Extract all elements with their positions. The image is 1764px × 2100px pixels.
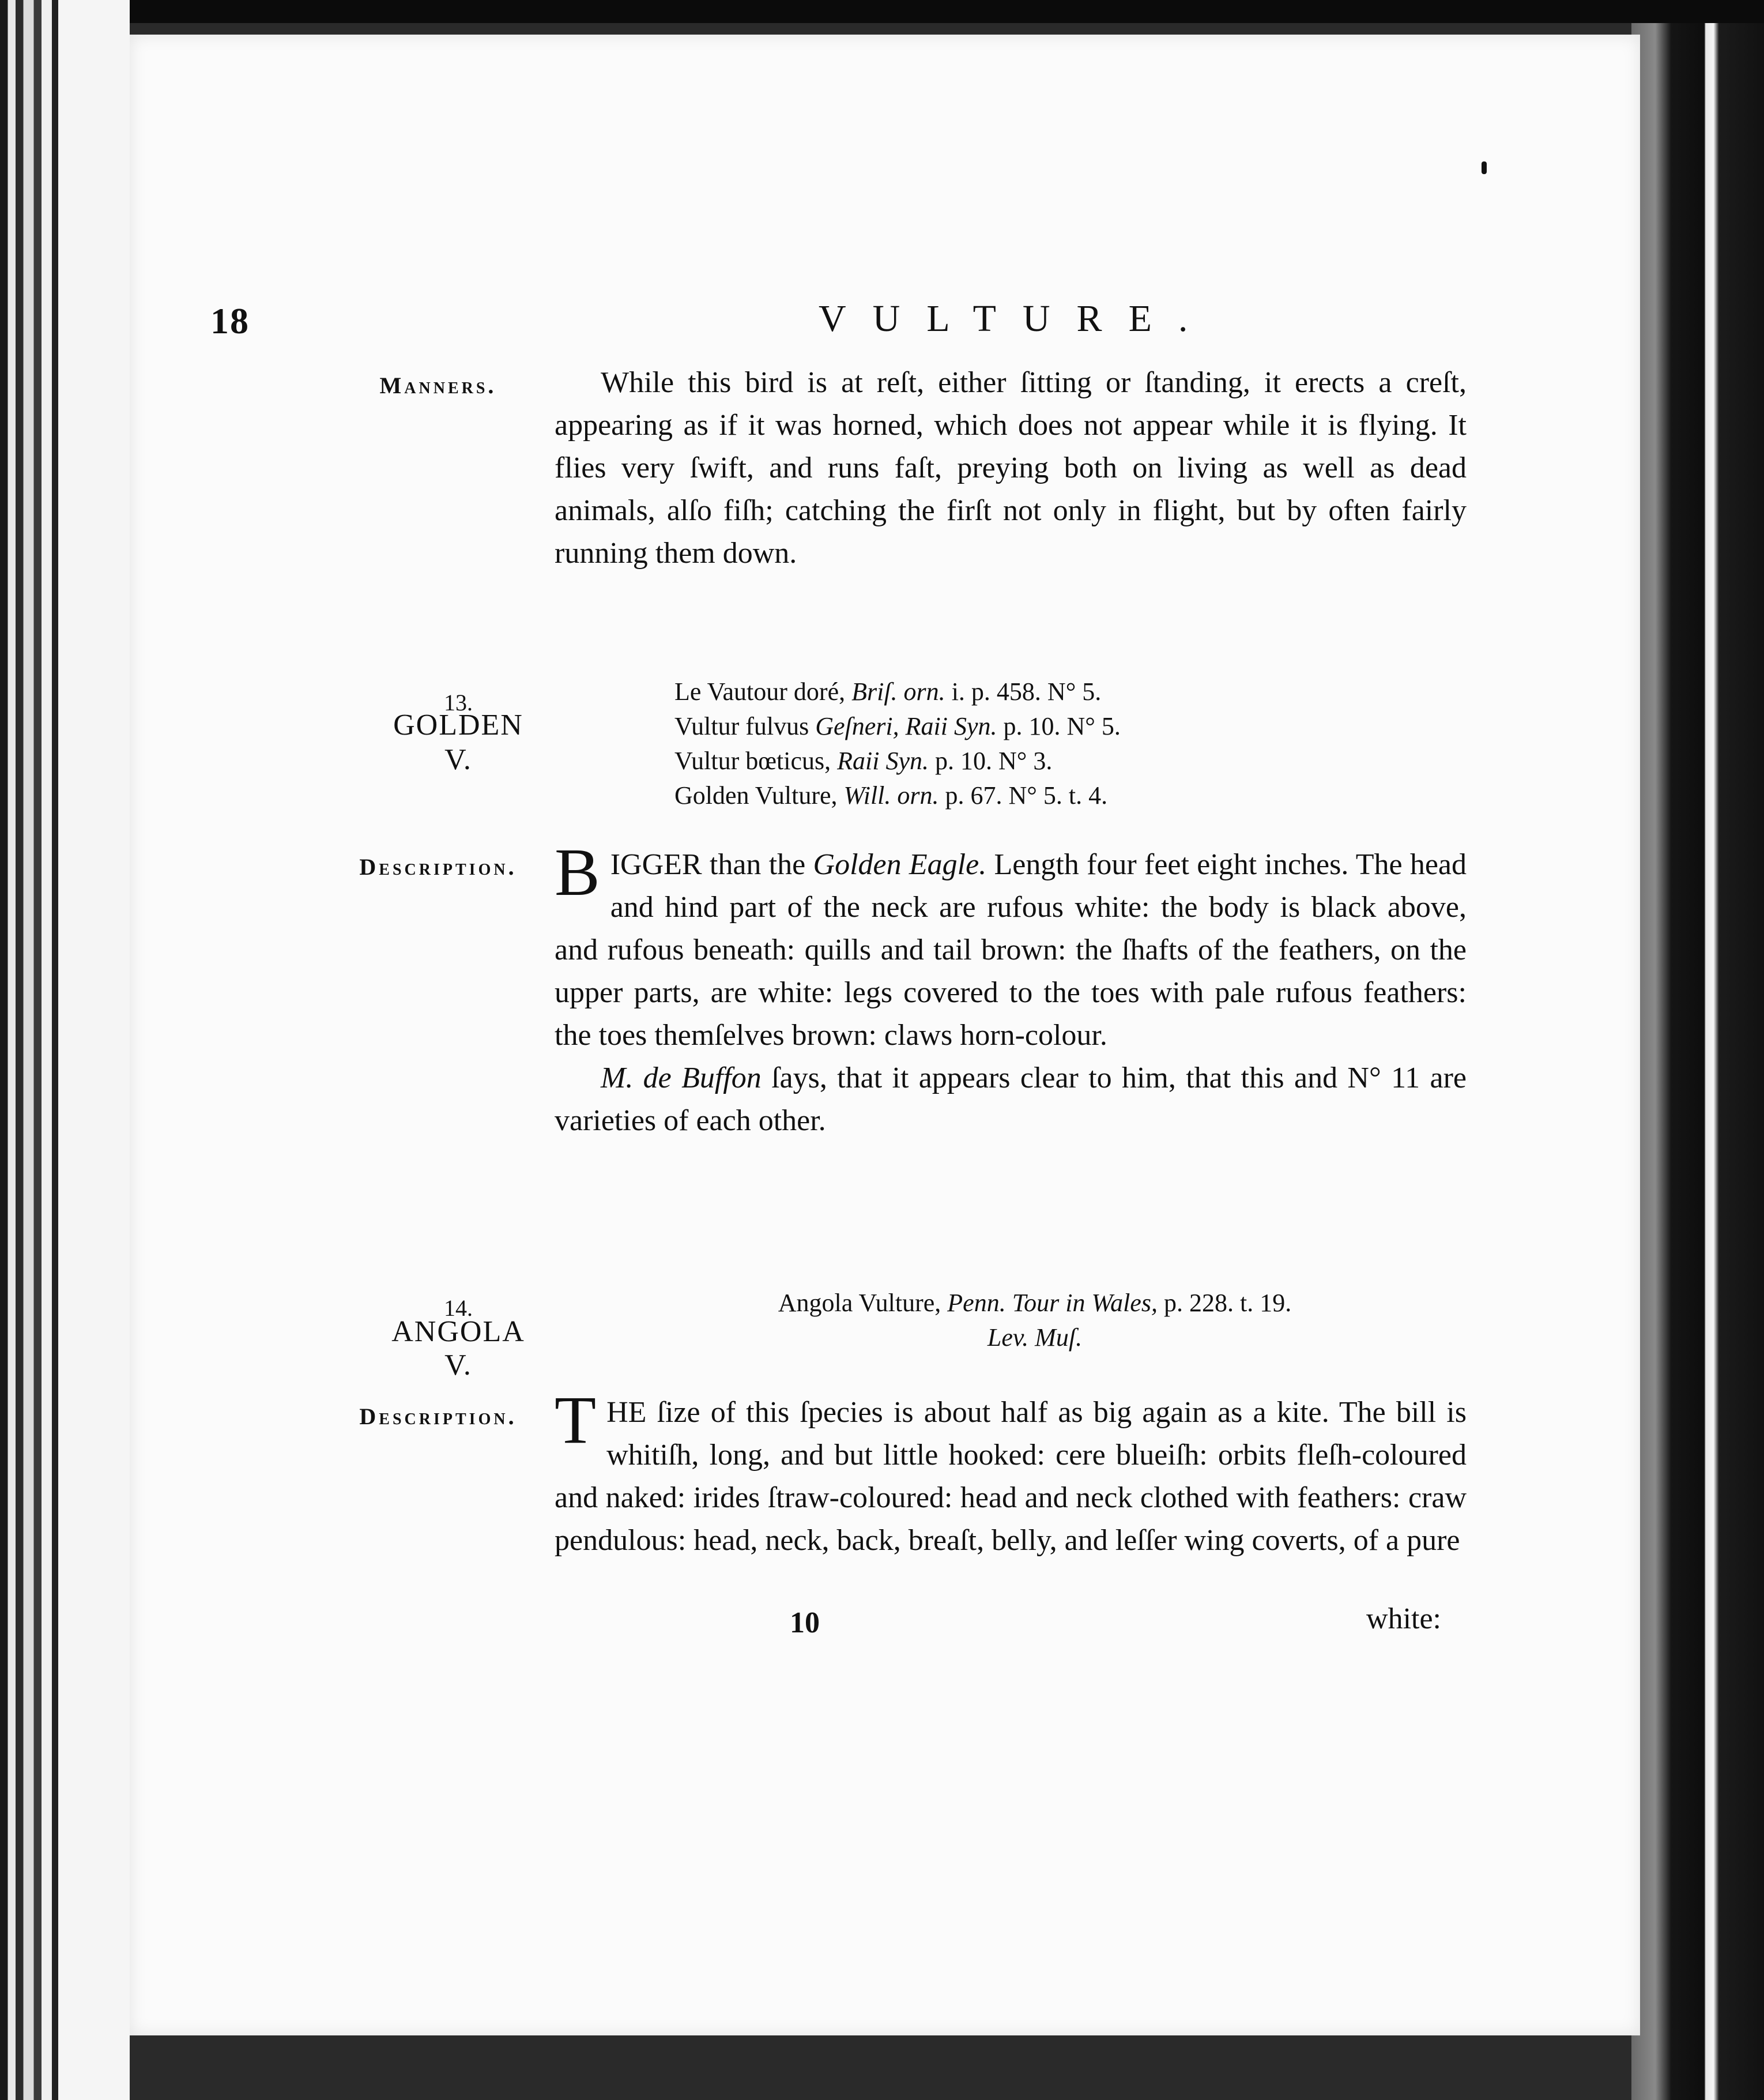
golden-paragraph-1: BIGGER than the Golden Eagle. Length four feet eight inches. The head and hind part of the neck are rufous white: the body is black above, and rufous beneath: quills and tail brown: the ſhafts of the feathers, on the upper parts, are white: legs covered to the toes with pale rufous feathers: the toes themſelves brown: claws horn-colour. [555, 834, 1467, 1052]
synonym-line: Angola Vulture, Penn. Tour in Wales, p. 228. t. 19. [778, 1289, 1292, 1317]
drop-cap: T [555, 1382, 597, 1458]
manners-label: Manners. [379, 372, 497, 398]
manners-text-block [555, 362, 1467, 575]
manners-paragraph: While this bird is at reſt, either ſitting or ſtanding, it erects a creſt, appearing as if it was horned, which does not appear while it is flying. It flies very ſwift, and runs faſt, preying both on living as well as dead animals, alſo fiſh; catching the firſt not only in flight, but by often fairly running them down. [555, 366, 1467, 570]
golden-number: 13. [444, 690, 473, 716]
angola-description [555, 1382, 1467, 1562]
golden-name-v: V. [444, 743, 472, 776]
angola-number: 14. [444, 1295, 473, 1321]
synonym-line: Vultur fulvus Geſneri, Raii Syn. p. 10. N° 5. [674, 712, 1121, 740]
angola-name: ANGOLA [391, 1315, 525, 1348]
synonym-line: Vultur bœticus, Raii Syn. p. 10. N° 3. [674, 747, 1053, 775]
page-edges-left [0, 0, 130, 2100]
angola-name-v: V. [444, 1349, 472, 1382]
angola-synonymy [674, 1286, 1395, 1355]
angola-description-label: Description. [359, 1403, 517, 1429]
signature-mark: 10 [790, 1606, 820, 1639]
ink-speck [1482, 161, 1487, 174]
golden-paragraph-2: M. de Buffon ſays, that it appears clear to him, that this and N° 11 are varieties of each other. [555, 1062, 1467, 1137]
synonym-line: Golden Vulture, Will. orn. p. 67. N° 5. t. 4. [674, 781, 1108, 810]
synonym-line: Lev. Muſ. [987, 1323, 1083, 1352]
synonym-line: Le Vautour doré, Briſ. orn. i. p. 458. N° 5. [674, 678, 1102, 706]
scan-top-border [0, 0, 1764, 23]
page-edges-right [1631, 23, 1764, 2100]
golden-description [555, 834, 1467, 1142]
page-number: 18 [210, 300, 250, 341]
golden-name: GOLDEN [393, 709, 523, 742]
drop-cap: B [555, 834, 600, 910]
golden-description-label: Description. [359, 854, 517, 880]
running-head: VULTURE. [819, 298, 1215, 340]
angola-paragraph-1: THE ſize of this ſpecies is about half as big again as a kite. The bill is whitiſh, long, and but little hooked: cere blueiſh: orbits fleſh-coloured and naked: irides ſtraw-coloured: head and neck clothed with feathers: craw pendulous: head, neck, back, breaſt, belly, and leſſer wing coverts, of a pure [555, 1382, 1467, 1557]
catchword: white: [1366, 1602, 1441, 1635]
golden-synonymy [674, 675, 1395, 813]
